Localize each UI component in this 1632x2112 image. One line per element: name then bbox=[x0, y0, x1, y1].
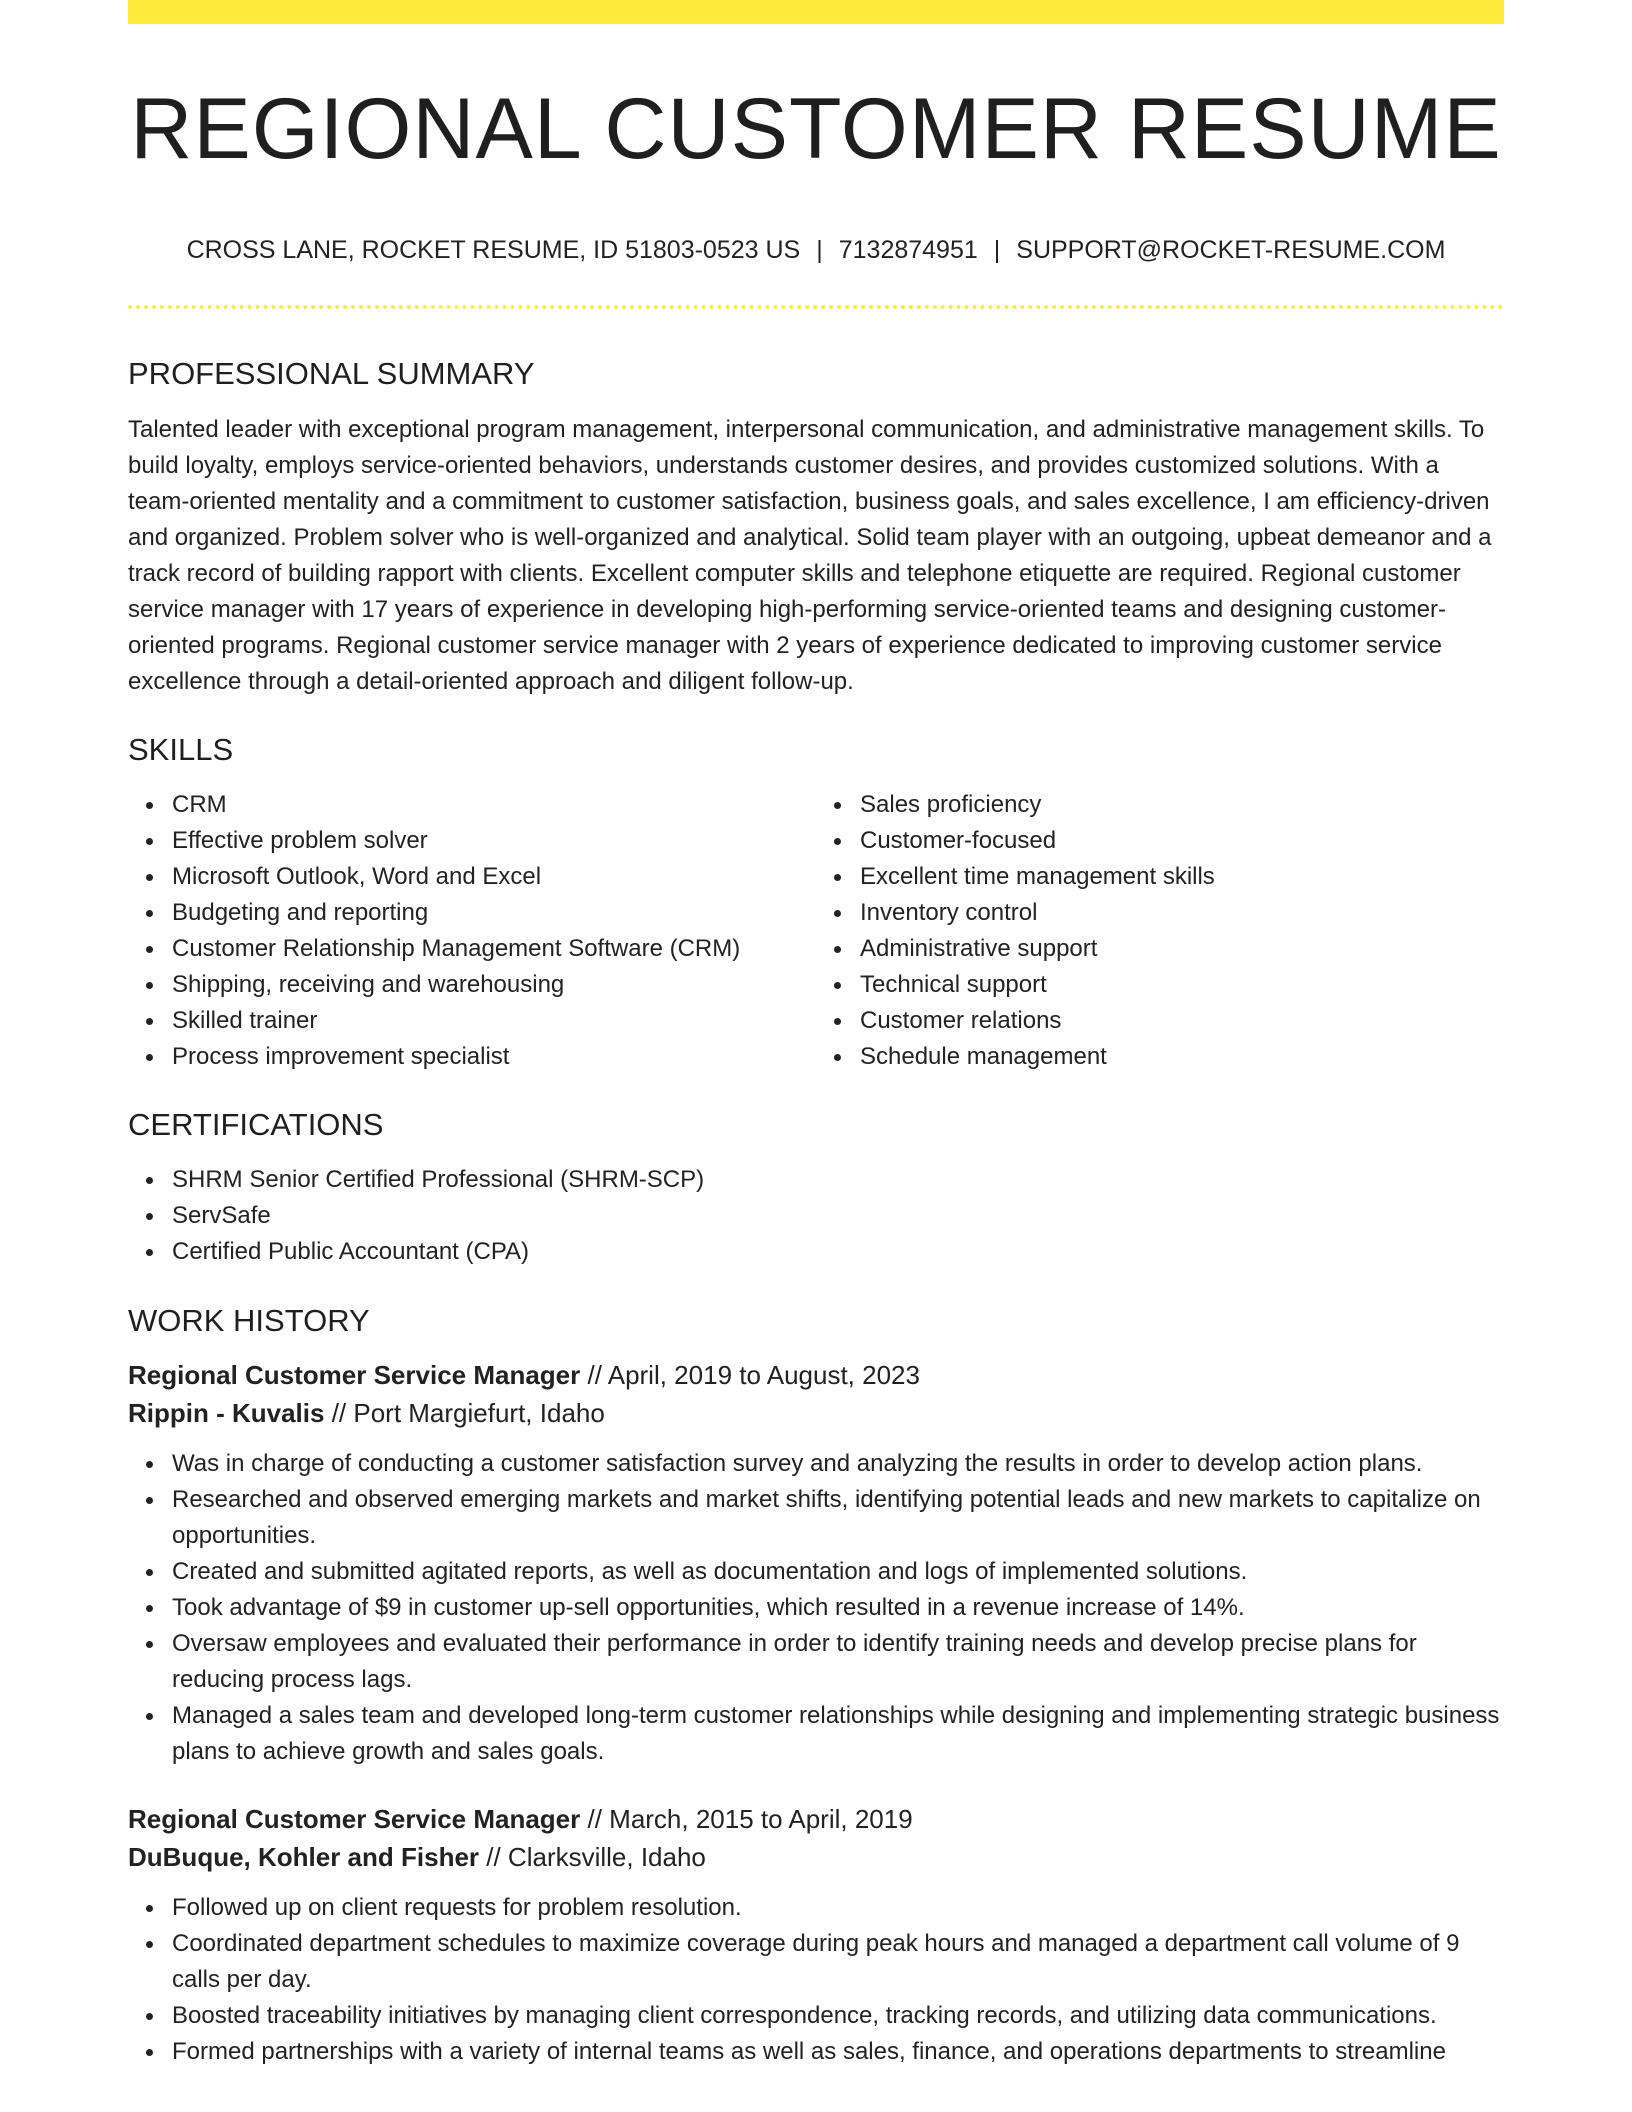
skills-list-left bbox=[128, 787, 816, 1075]
list-item: Schedule management bbox=[860, 1039, 1504, 1075]
job-company: Rippin - Kuvalis bbox=[128, 1398, 325, 1428]
list-item: Customer Relationship Management Software (CRM) bbox=[172, 931, 816, 967]
job-bullets bbox=[128, 1890, 1504, 2070]
list-item: Shipping, receiving and warehousing bbox=[172, 967, 816, 1003]
list-item: Effective problem solver bbox=[172, 823, 816, 859]
list-item: Skilled trainer bbox=[172, 1003, 816, 1039]
contact-line bbox=[128, 238, 1504, 263]
summary-heading: PROFESSIONAL SUMMARY bbox=[128, 356, 535, 391]
list-item: Process improvement specialist bbox=[172, 1039, 816, 1075]
contact-separator: | bbox=[816, 236, 823, 264]
contact-separator: | bbox=[993, 236, 1001, 264]
skills-heading: SKILLS bbox=[128, 732, 234, 767]
list-item: Managed a sales team and developed long-term customer relationships while designing and implementing strategic business plans to achieve growth and sales goals. bbox=[172, 1698, 1504, 1770]
list-item: Certified Public Accountant (CPA) bbox=[172, 1234, 1504, 1270]
job-title-line bbox=[128, 1800, 1504, 1838]
list-item: Sales proficiency bbox=[860, 787, 1504, 823]
list-item: Inventory control bbox=[860, 895, 1504, 931]
skills-list-right bbox=[816, 787, 1504, 1075]
job-role: Regional Customer Service Manager bbox=[128, 1804, 581, 1834]
list-item: Budgeting and reporting bbox=[172, 895, 816, 931]
contact-phone[interactable]: 7132874951 bbox=[838, 236, 978, 264]
job-location: // Clarksville, Idaho bbox=[479, 1842, 706, 1872]
list-item: Customer relations bbox=[860, 1003, 1504, 1039]
job-dates: // April, 2019 to August, 2023 bbox=[580, 1360, 920, 1390]
job-bullets bbox=[128, 1446, 1504, 1770]
job-company: DuBuque, Kohler and Fisher bbox=[128, 1842, 480, 1872]
accent-top-bar bbox=[128, 0, 1504, 24]
list-item: Took advantage of $9 in customer up-sell opportunities, which resulted in a revenue increase of 14%. bbox=[172, 1590, 1504, 1626]
certifications-list bbox=[128, 1162, 1504, 1270]
work-history-heading: WORK HISTORY bbox=[128, 1303, 370, 1338]
list-item: ServSafe bbox=[172, 1198, 1504, 1234]
list-item: Customer-focused bbox=[860, 823, 1504, 859]
list-item: Administrative support bbox=[860, 931, 1504, 967]
job-title-line bbox=[128, 1356, 1504, 1394]
job-entry bbox=[128, 1356, 1504, 1770]
contact-address: CROSS LANE, ROCKET RESUME, ID 51803-0523 US bbox=[186, 236, 801, 264]
list-item: Coordinated department schedules to maximize coverage during peak hours and managed a department call volume of 9 calls per day. bbox=[172, 1926, 1504, 1998]
job-location: // Port Margiefurt, Idaho bbox=[324, 1398, 605, 1428]
resume-title: REGIONAL CUSTOMER RESUME bbox=[130, 81, 1502, 177]
header-divider bbox=[128, 305, 1504, 309]
job-company-line bbox=[128, 1838, 1504, 1876]
list-item: Technical support bbox=[860, 967, 1504, 1003]
list-item: SHRM Senior Certified Professional (SHRM-SCP) bbox=[172, 1162, 1504, 1198]
list-item: Excellent time management skills bbox=[860, 859, 1504, 895]
list-item: Boosted traceability initiatives by managing client correspondence, tracking records, and utilizing data communications. bbox=[172, 1998, 1504, 2034]
job-company-line bbox=[128, 1394, 1504, 1432]
list-item: Researched and observed emerging markets and market shifts, identifying potential leads and new markets to capitalize on opportunities. bbox=[172, 1482, 1504, 1554]
job-dates: // March, 2015 to April, 2019 bbox=[580, 1804, 913, 1834]
list-item: Followed up on client requests for problem resolution. bbox=[172, 1890, 1504, 1926]
certifications-heading: CERTIFICATIONS bbox=[128, 1107, 384, 1142]
list-item: Created and submitted agitated reports, as well as documentation and logs of implemented solutions. bbox=[172, 1554, 1504, 1590]
summary-text: Talented leader with exceptional program management, interpersonal communication, and administrative management skills. To build loyalty, employs service-oriented behaviors, understands customer desires, and provides customized solutions. With a team-oriented mentality and a commitment to customer satisfaction, business goals, and sales excellence, I am efficiency-driven and organized. Problem solver who is well-organized and analytical. Solid team player with an outgoing, upbeat demeanor and a track record of building rapport with clients. Excellent computer skills and telephone etiquette are required. Regional customer service manager with 17 years of experience in developing high-performing service-oriented teams and designing customer-oriented programs. Regional customer service manager with 2 years of experience dedicated to improving customer service excellence through a detail-oriented approach and diligent follow-up. bbox=[128, 416, 1492, 695]
contact-email[interactable]: SUPPORT@ROCKET-RESUME.COM bbox=[1016, 236, 1446, 264]
list-item: Microsoft Outlook, Word and Excel bbox=[172, 859, 816, 895]
skills-columns bbox=[128, 787, 1504, 1075]
list-item: Oversaw employees and evaluated their performance in order to identify training needs and develop precise plans for reducing process lags. bbox=[172, 1626, 1504, 1698]
job-entry bbox=[128, 1800, 1504, 2070]
job-role: Regional Customer Service Manager bbox=[128, 1360, 581, 1390]
list-item: CRM bbox=[172, 787, 816, 823]
work-history-list bbox=[128, 1356, 1504, 2070]
list-item: Was in charge of conducting a customer satisfaction survey and analyzing the results in order to develop action plans. bbox=[172, 1446, 1504, 1482]
list-item: Formed partnerships with a variety of internal teams as well as sales, finance, and operations departments to streamline bbox=[172, 2034, 1504, 2070]
resume-page bbox=[128, 0, 1504, 2070]
